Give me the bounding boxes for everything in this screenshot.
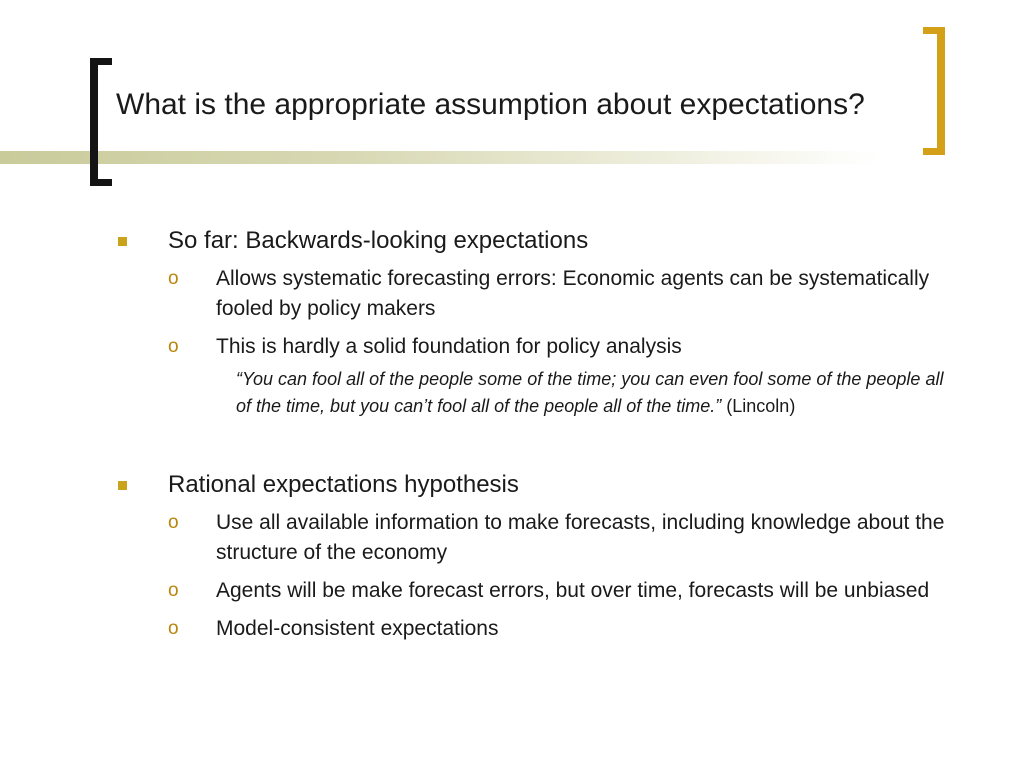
sub-bullet-model-consistent (168, 614, 946, 644)
slide-title: What is the appropriate assumption about expectations? (116, 88, 865, 121)
bullet-text: Rational expectations hypothesis (168, 471, 519, 498)
circle-bullet-icon: o (168, 512, 179, 533)
square-bullet-icon (118, 481, 127, 490)
right-bracket-decoration (923, 27, 945, 155)
bullet-backwards-looking (168, 226, 1024, 256)
circle-bullet-icon: o (168, 618, 179, 639)
sub-bullet-text: Model-consistent expectations (216, 617, 499, 640)
circle-bullet-icon: o (168, 580, 179, 601)
quote-text: “You can fool all of the people some of the time; you can even fool some of the people all of the time, but you can’t fool all of the people all of the time.” (236, 369, 944, 416)
circle-bullet-icon: o (168, 268, 179, 289)
sub-bullet-text: This is hardly a solid foundation for policy analysis (216, 335, 682, 358)
sub-bullet-text: Use all available information to make forecasts, including knowledge about the structure of the economy (216, 511, 945, 564)
title-accent-band (0, 151, 880, 164)
bullet-rational-expectations (168, 470, 1024, 500)
sub-bullet-text: Agents will be make forecast errors, but over time, forecasts will be unbiased (216, 579, 930, 602)
circle-bullet-icon: o (168, 336, 179, 357)
quote-attribution: (Lincoln) (721, 396, 796, 416)
sub-bullet-text: Allows systematic forecasting errors: Economic agents can be systematically fooled by policy makers (216, 267, 930, 320)
sub-bullet-systematic-errors (168, 264, 946, 324)
sub-bullet-solid-foundation (168, 332, 946, 362)
left-bracket-decoration (90, 58, 112, 186)
square-bullet-icon (118, 237, 127, 246)
sub-bullet-all-information (168, 508, 946, 568)
bullet-text: So far: Backwards-looking expectations (168, 227, 589, 254)
sub-bullet-unbiased-forecasts (168, 576, 946, 606)
lincoln-quote (236, 366, 961, 420)
slide-body (0, 226, 1024, 644)
